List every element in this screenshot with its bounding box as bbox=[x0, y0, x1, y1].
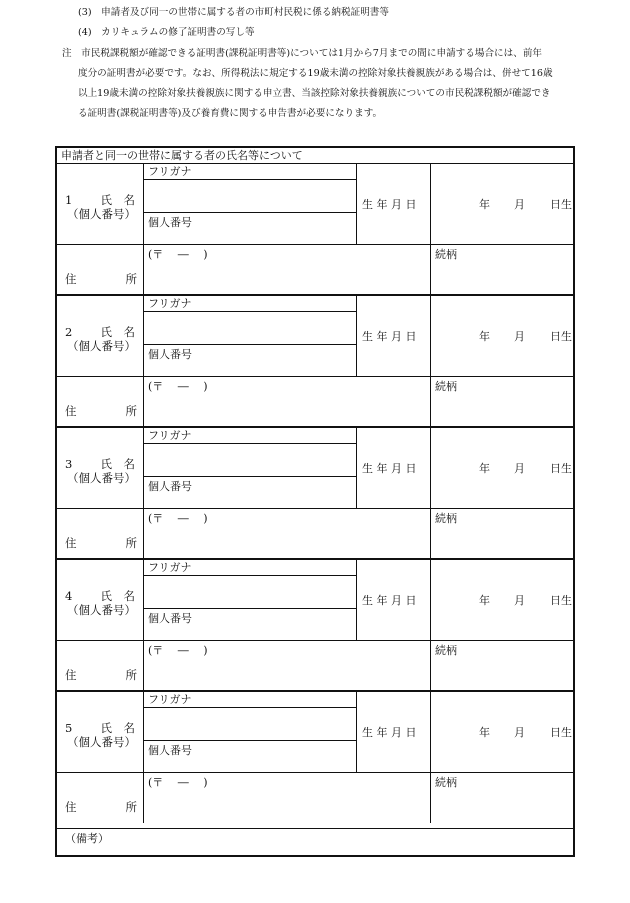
day-label: 日生 bbox=[550, 462, 572, 475]
note-line-4: る証明書(課税証明書等)及び養育費に関する申告書が必要になります。 bbox=[78, 108, 383, 119]
name-label: 5 氏 名 （個人番号） bbox=[65, 721, 136, 749]
address-label: 住 所 bbox=[65, 536, 137, 550]
postal-label: (〒 ― ) bbox=[148, 512, 208, 525]
relationship-label: 続柄 bbox=[435, 644, 457, 657]
member-entry bbox=[57, 426, 573, 559]
member-entry bbox=[57, 164, 573, 295]
address-field[interactable] bbox=[144, 774, 429, 822]
note-line-2: 度分の証明書が必要です。なお、所得税法に規定する19歳未満の控除対象扶養親族がある場合は、併せて16歳 bbox=[78, 68, 553, 79]
member-entry bbox=[57, 690, 573, 823]
month-label: 月 bbox=[514, 198, 525, 211]
postal-label: (〒 ― ) bbox=[148, 248, 208, 261]
postal-label: (〒 ― ) bbox=[148, 380, 208, 393]
address-label: 住 所 bbox=[65, 404, 137, 418]
form-title: 申請者と同一の世帯に属する者の氏名等について bbox=[57, 148, 573, 164]
birth-label: 生 年 月 日 bbox=[362, 198, 417, 211]
note-line-1: 注 市民税課税額が確認できる証明書(課税証明書等)については1月から7月までの間に申請する場合には、前年 bbox=[62, 48, 542, 59]
year-label: 年 bbox=[479, 462, 490, 475]
remarks-box[interactable] bbox=[57, 828, 573, 856]
note-line-3: 以上19歳未満の控除対象扶養親族に関する申立書、当該控除対象扶養親族についての市民税課税額が確認でき bbox=[78, 88, 551, 99]
day-label: 日生 bbox=[550, 726, 572, 739]
address-field[interactable] bbox=[144, 642, 429, 690]
relationship-field[interactable] bbox=[431, 394, 571, 426]
name-label: 3 氏 名 （個人番号） bbox=[65, 457, 136, 485]
kojin-label: 個人番号 bbox=[148, 348, 192, 361]
member-entry bbox=[57, 558, 573, 691]
relationship-label: 続柄 bbox=[435, 380, 457, 393]
year-label: 年 bbox=[479, 594, 490, 607]
relationship-field[interactable] bbox=[431, 790, 571, 822]
kojin-label: 個人番号 bbox=[148, 480, 192, 493]
month-label: 月 bbox=[514, 726, 525, 739]
relationship-label: 続柄 bbox=[435, 248, 457, 261]
furigana-label: フリガナ bbox=[148, 561, 192, 574]
birth-label: 生 年 月 日 bbox=[362, 726, 417, 739]
kojin-label: 個人番号 bbox=[148, 216, 192, 229]
relationship-field[interactable] bbox=[431, 526, 571, 558]
address-label: 住 所 bbox=[65, 800, 137, 814]
entry-number: 2 bbox=[65, 325, 73, 339]
remarks-label: （備考） bbox=[65, 832, 109, 845]
member-entry bbox=[57, 294, 573, 427]
postal-label: (〒 ― ) bbox=[148, 776, 208, 789]
address-field[interactable] bbox=[144, 510, 429, 558]
furigana-label: フリガナ bbox=[148, 297, 192, 310]
name-label: 1 氏 名 （個人番号） bbox=[65, 193, 136, 221]
name-field[interactable] bbox=[144, 312, 355, 343]
address-label: 住 所 bbox=[65, 668, 137, 682]
month-label: 月 bbox=[514, 594, 525, 607]
item-4: (4) カリキュラムの修了証明書の写し等 bbox=[78, 27, 255, 38]
entry-number: 1 bbox=[65, 193, 73, 207]
entry-number: 4 bbox=[65, 589, 73, 603]
address-label: 住 所 bbox=[65, 272, 137, 286]
furigana-label: フリガナ bbox=[148, 429, 192, 442]
birth-label: 生 年 月 日 bbox=[362, 462, 417, 475]
relationship-label: 続柄 bbox=[435, 512, 457, 525]
address-field[interactable] bbox=[144, 378, 429, 426]
furigana-label: フリガナ bbox=[148, 165, 192, 178]
name-field[interactable] bbox=[144, 576, 355, 607]
kojin-label: 個人番号 bbox=[148, 744, 192, 757]
name-field[interactable] bbox=[144, 708, 355, 739]
month-label: 月 bbox=[514, 330, 525, 343]
relationship-field[interactable] bbox=[431, 658, 571, 690]
entry-number: 3 bbox=[65, 457, 73, 471]
day-label: 日生 bbox=[550, 594, 572, 607]
year-label: 年 bbox=[479, 330, 490, 343]
item-3: (3) 申請者及び同一の世帯に属する者の市町村民税に係る納税証明書等 bbox=[78, 7, 389, 18]
day-label: 日生 bbox=[550, 330, 572, 343]
entry-number: 5 bbox=[65, 721, 73, 735]
postal-label: (〒 ― ) bbox=[148, 644, 208, 657]
birth-label: 生 年 月 日 bbox=[362, 594, 417, 607]
household-member-form bbox=[55, 146, 575, 857]
name-label: 2 氏 名 （個人番号） bbox=[65, 325, 136, 353]
address-field[interactable] bbox=[144, 246, 429, 294]
relationship-field[interactable] bbox=[431, 262, 571, 294]
year-label: 年 bbox=[479, 726, 490, 739]
relationship-label: 続柄 bbox=[435, 776, 457, 789]
name-field[interactable] bbox=[144, 180, 355, 211]
name-field[interactable] bbox=[144, 444, 355, 475]
name-label: 4 氏 名 （個人番号） bbox=[65, 589, 136, 617]
furigana-label: フリガナ bbox=[148, 693, 192, 706]
kojin-label: 個人番号 bbox=[148, 612, 192, 625]
month-label: 月 bbox=[514, 462, 525, 475]
day-label: 日生 bbox=[550, 198, 572, 211]
year-label: 年 bbox=[479, 198, 490, 211]
birth-label: 生 年 月 日 bbox=[362, 330, 417, 343]
